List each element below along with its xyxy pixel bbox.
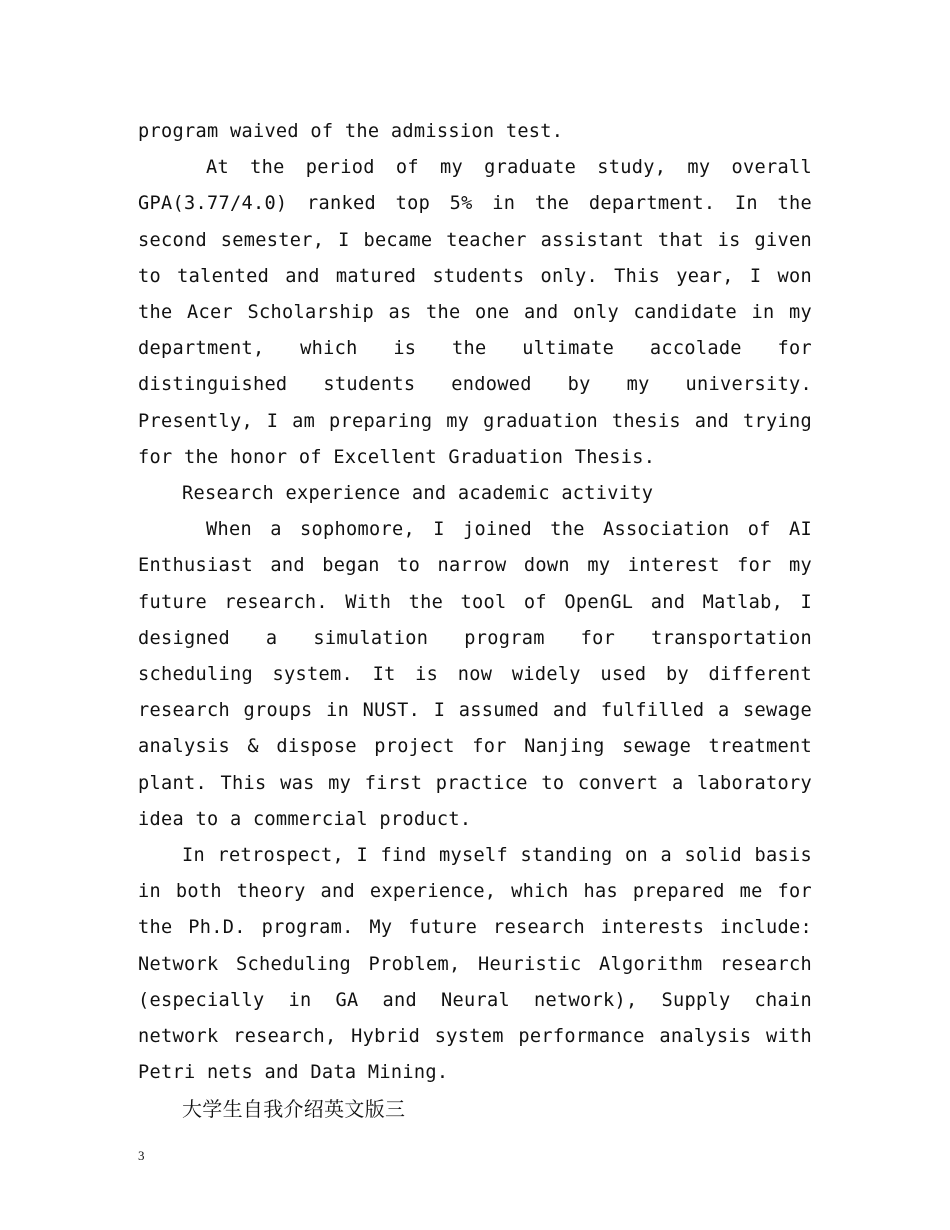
retrospect-paragraph: In retrospect, I find myself standing on a solid basis in both theory and experience, which has prepared me for the Ph.D. program. My future research interests include: Network Scheduling Problem, Heuristic Algorithm research (especially in GA and Neural network), Supply chain network research, Hybrid system performance analysis with Petri nets and Data Mining. [138, 845, 812, 1084]
page-number: 3 [138, 1148, 145, 1163]
intro-line: program waived of the admission test. [138, 121, 564, 142]
chinese-section-heading: 大学生自我介绍英文版三 [182, 1097, 406, 1122]
gpa-paragraph: At the period of my graduate study, my overall GPA(3.77/4.0) ranked top 5% in the department. In the second semester, I became teacher assistant that is given to talented and matured students only. This year, I won the Acer Scholarship as the one and only candidate in my department, which is the ultimate accolade for distinguished students endowed by my university. Presently, I am preparing my graduation thesis and trying for the honor of Excellent Graduation Thesis. [138, 157, 812, 468]
research-heading: Research experience and academic activity [182, 483, 654, 505]
document-body [138, 114, 812, 1128]
research-paragraph: When a sophomore, I joined the Association of AI Enthusiast and began to narrow down my interest for my future research. With the tool of OpenGL and Matlab, I designed a simulation program for transportation scheduling system. It is now widely used by different research groups in NUST. I assumed and fulfilled a sewage analysis & dispose project for Nanjing sewage treatment plant. This was my first practice to convert a laboratory idea to a commercial product. [138, 519, 812, 830]
